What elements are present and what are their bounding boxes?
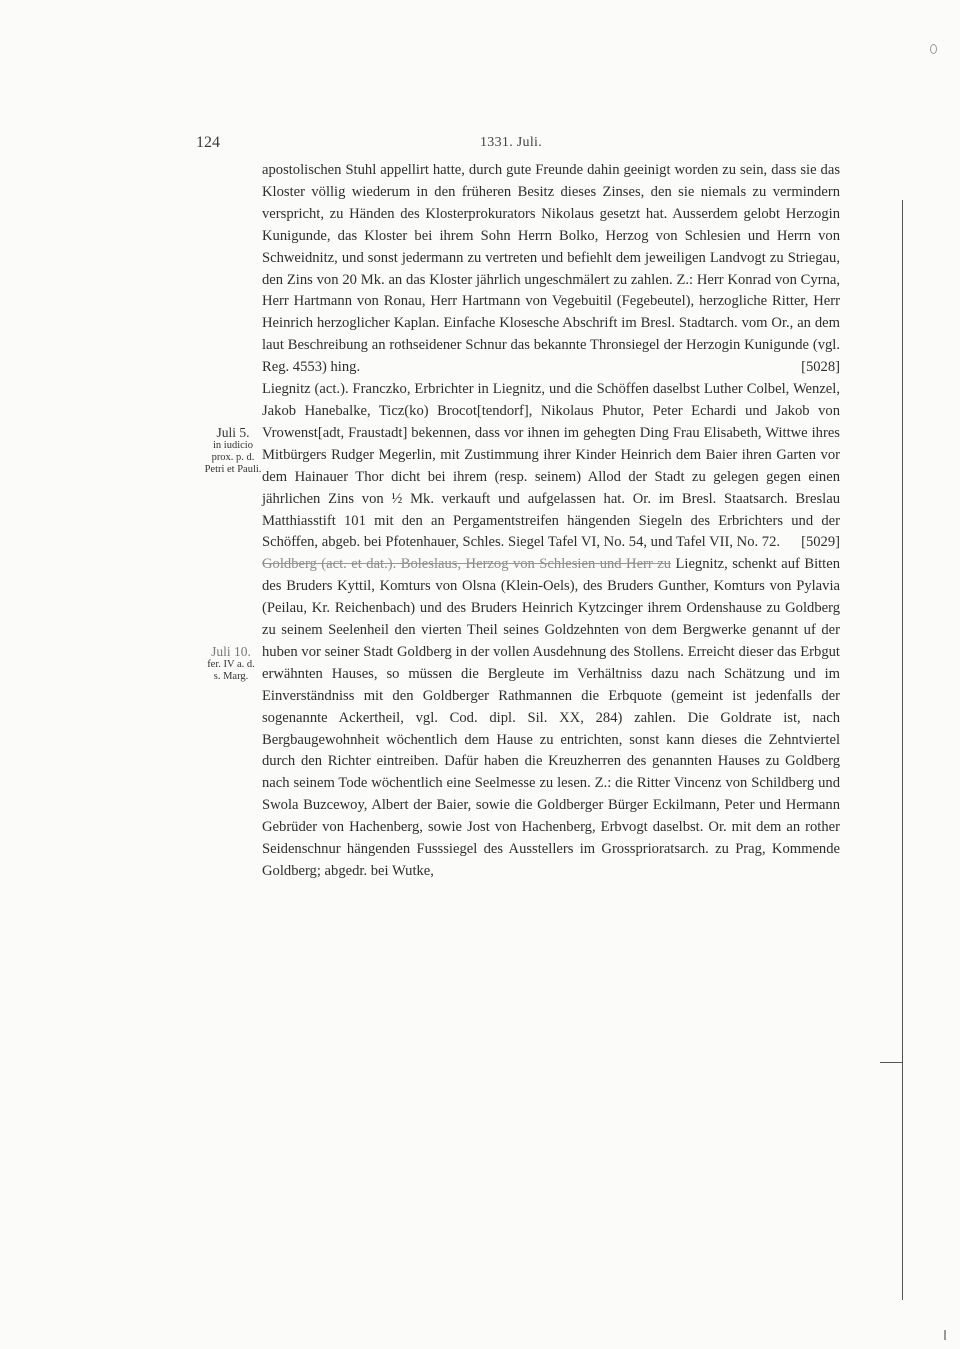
margin-note-line: prox. p. d. bbox=[211, 452, 255, 464]
margin-date: Juli 10. bbox=[211, 644, 251, 659]
margin-note-line: fer. IV a. d. bbox=[207, 659, 255, 671]
entry-5030 bbox=[262, 554, 840, 883]
entry-text: Liegnitz, schenkt auf Bitten des Bruders Kyttil, Komturs von Olsna (Klein-Oels), des Bruders Gunther, Komturs von Pylavia (Peilau, Kr. Reichenbach) und des Bruders Heinrich Kytzcinger ihrem Ordenshause zu Goldberg zu seinem Seelenheil den vierten Theil seines Goldzehnten von dem Bergwerke genannt uf der huben vor seiner Stadt Goldberg in der vollen Ausdehnung des Stollens. Erreicht dieser das Erbgut erwähnten Hauses, so müssen die Bergleute im Verhältniss dazu nach Schätzung und im Einverständniss mit den Goldberger Rathmannen die Erbquote (gemeint ist jedenfalls der sogenannte Ackertheil, vgl. Cod. dipl. Sil. XX, 284) zahlen. Die Goldrate ist, nach Bergbaugewohnheit wöchentlich dem Hause zu entrichten, sonst kann dieses die Zehntviertel durch den Richter eintreiben. Dafür haben die Kreuzherren des genannten Hauses zu Goldberg nach seinem Tode wöchentlich eine Seelmesse zu lesen. Z.: die Ritter Vincenz von Schildberg und Swola Buzcewoy, Albert der Baier, sowie die Goldberger Bürger Eckilmann, Peter und Hermann Gebrüder von Hachenberg, sowie Jost von Hachenberg, Erbvogt daselbst. Or. mit dem an rother Seidenschnur hängenden Fusssiegel des Ausstellers im Grossprioratsarch. zu Prag, Kommende Goldberg; abgedr. bei Wutke, bbox=[262, 556, 841, 879]
page-number: 124 bbox=[196, 134, 220, 151]
entry-text: apostolischen Stuhl appellirt hatte, durch gute Freunde dahin geeinigt worden zu sein, dass sie das Kloster völlig wiederum in den früheren Besitz dieses Zinses, den sie niemals zu vermindern verspricht, zu Händen des Klosterprokurators Nikolaus gesetzt hat. Ausserdem gelobt Herzogin Kunigunde, das Kloster bei ihrem Sohn Herrn Bolko, Herzog von Schlesien und Herrn von Schweidnitz, und sonst jedermann zu vertreten und befiehlt dem jeweiligen Landvogt zu Striegau, den Zins von 20 Mk. an das Kloster jährlich ungeschmälert zu zahlen. Z.: Herr Konrad von Cyrna, Herr Hartmann von Ronau, Herr Hartmann von Vegebuitil (Fegebeutel), herzogliche Ritter, Herr Heinrich herzoglicher Kaplan. Einfache Klosesche Abschrift im Bresl. Stadtarch. vom Or., an dem laut Beschreibung an rothseidener Schnur das bekannte Thronsiegel der Herzogin Kunigunde (vgl. Reg. 4553) hing. bbox=[262, 162, 840, 376]
margin-date: Juli 5. bbox=[216, 425, 250, 440]
scan-speck bbox=[930, 44, 937, 54]
register-number: [5028] bbox=[801, 359, 840, 376]
margin-note-line: s. Marg. bbox=[213, 671, 249, 683]
register-number: [5029] bbox=[801, 534, 840, 551]
margin-note-line: in iudicio bbox=[213, 440, 253, 452]
entry-5029 bbox=[262, 379, 840, 554]
struck-heading: Goldberg (act. et dat.). Boleslaus, Herzog von Schlesien und Herr zu bbox=[262, 556, 672, 573]
scan-speck bbox=[944, 1330, 946, 1340]
scan-edge-line bbox=[902, 200, 903, 1300]
running-head: 1331. Juli. bbox=[480, 135, 543, 150]
main-text bbox=[262, 160, 840, 883]
scan-edge-tick bbox=[880, 1062, 902, 1063]
entry-5028-tail bbox=[262, 160, 840, 379]
margin-note-5029 bbox=[203, 426, 263, 476]
margin-note-line: Petri et Pauli. bbox=[204, 464, 262, 476]
margin-note-5030 bbox=[196, 645, 266, 683]
entry-text: Liegnitz (act.). Franczko, Erbrichter in Liegnitz, und die Schöffen daselbst Luther Colbel, Wenzel, Jakob Hanebalke, Ticz(ko) Brocot[tendorf], Nikolaus Phutor, Peter Echardi und Jakob von Vrowenst[adt, Fraustadt] bekennen, dass vor ihnen im gehegten Ding Frau Elisabeth, Wittwe ihres Mitbürgers Rudger Megerlin, mit Zustimmung ihrer Kinder Heinrich dem Baier ihren Garten vor dem Hainauer Thor dicht bei ihrem (resp. seinem) Allod der Stadt zu gelegen gegen einen jährlichen Zins von ½ Mk. verkauft und aufgelassen hat. Or. im Bresl. Staatsarch. Breslau Matthiasstift 101 mit den an Pergamentstreifen hängenden Siegeln des Erbrichters und der Schöffen, abgeb. bei Pfotenhauer, Schles. Siegel Tafel VI, No. 54, und Tafel VII, No. 72. bbox=[262, 381, 840, 551]
